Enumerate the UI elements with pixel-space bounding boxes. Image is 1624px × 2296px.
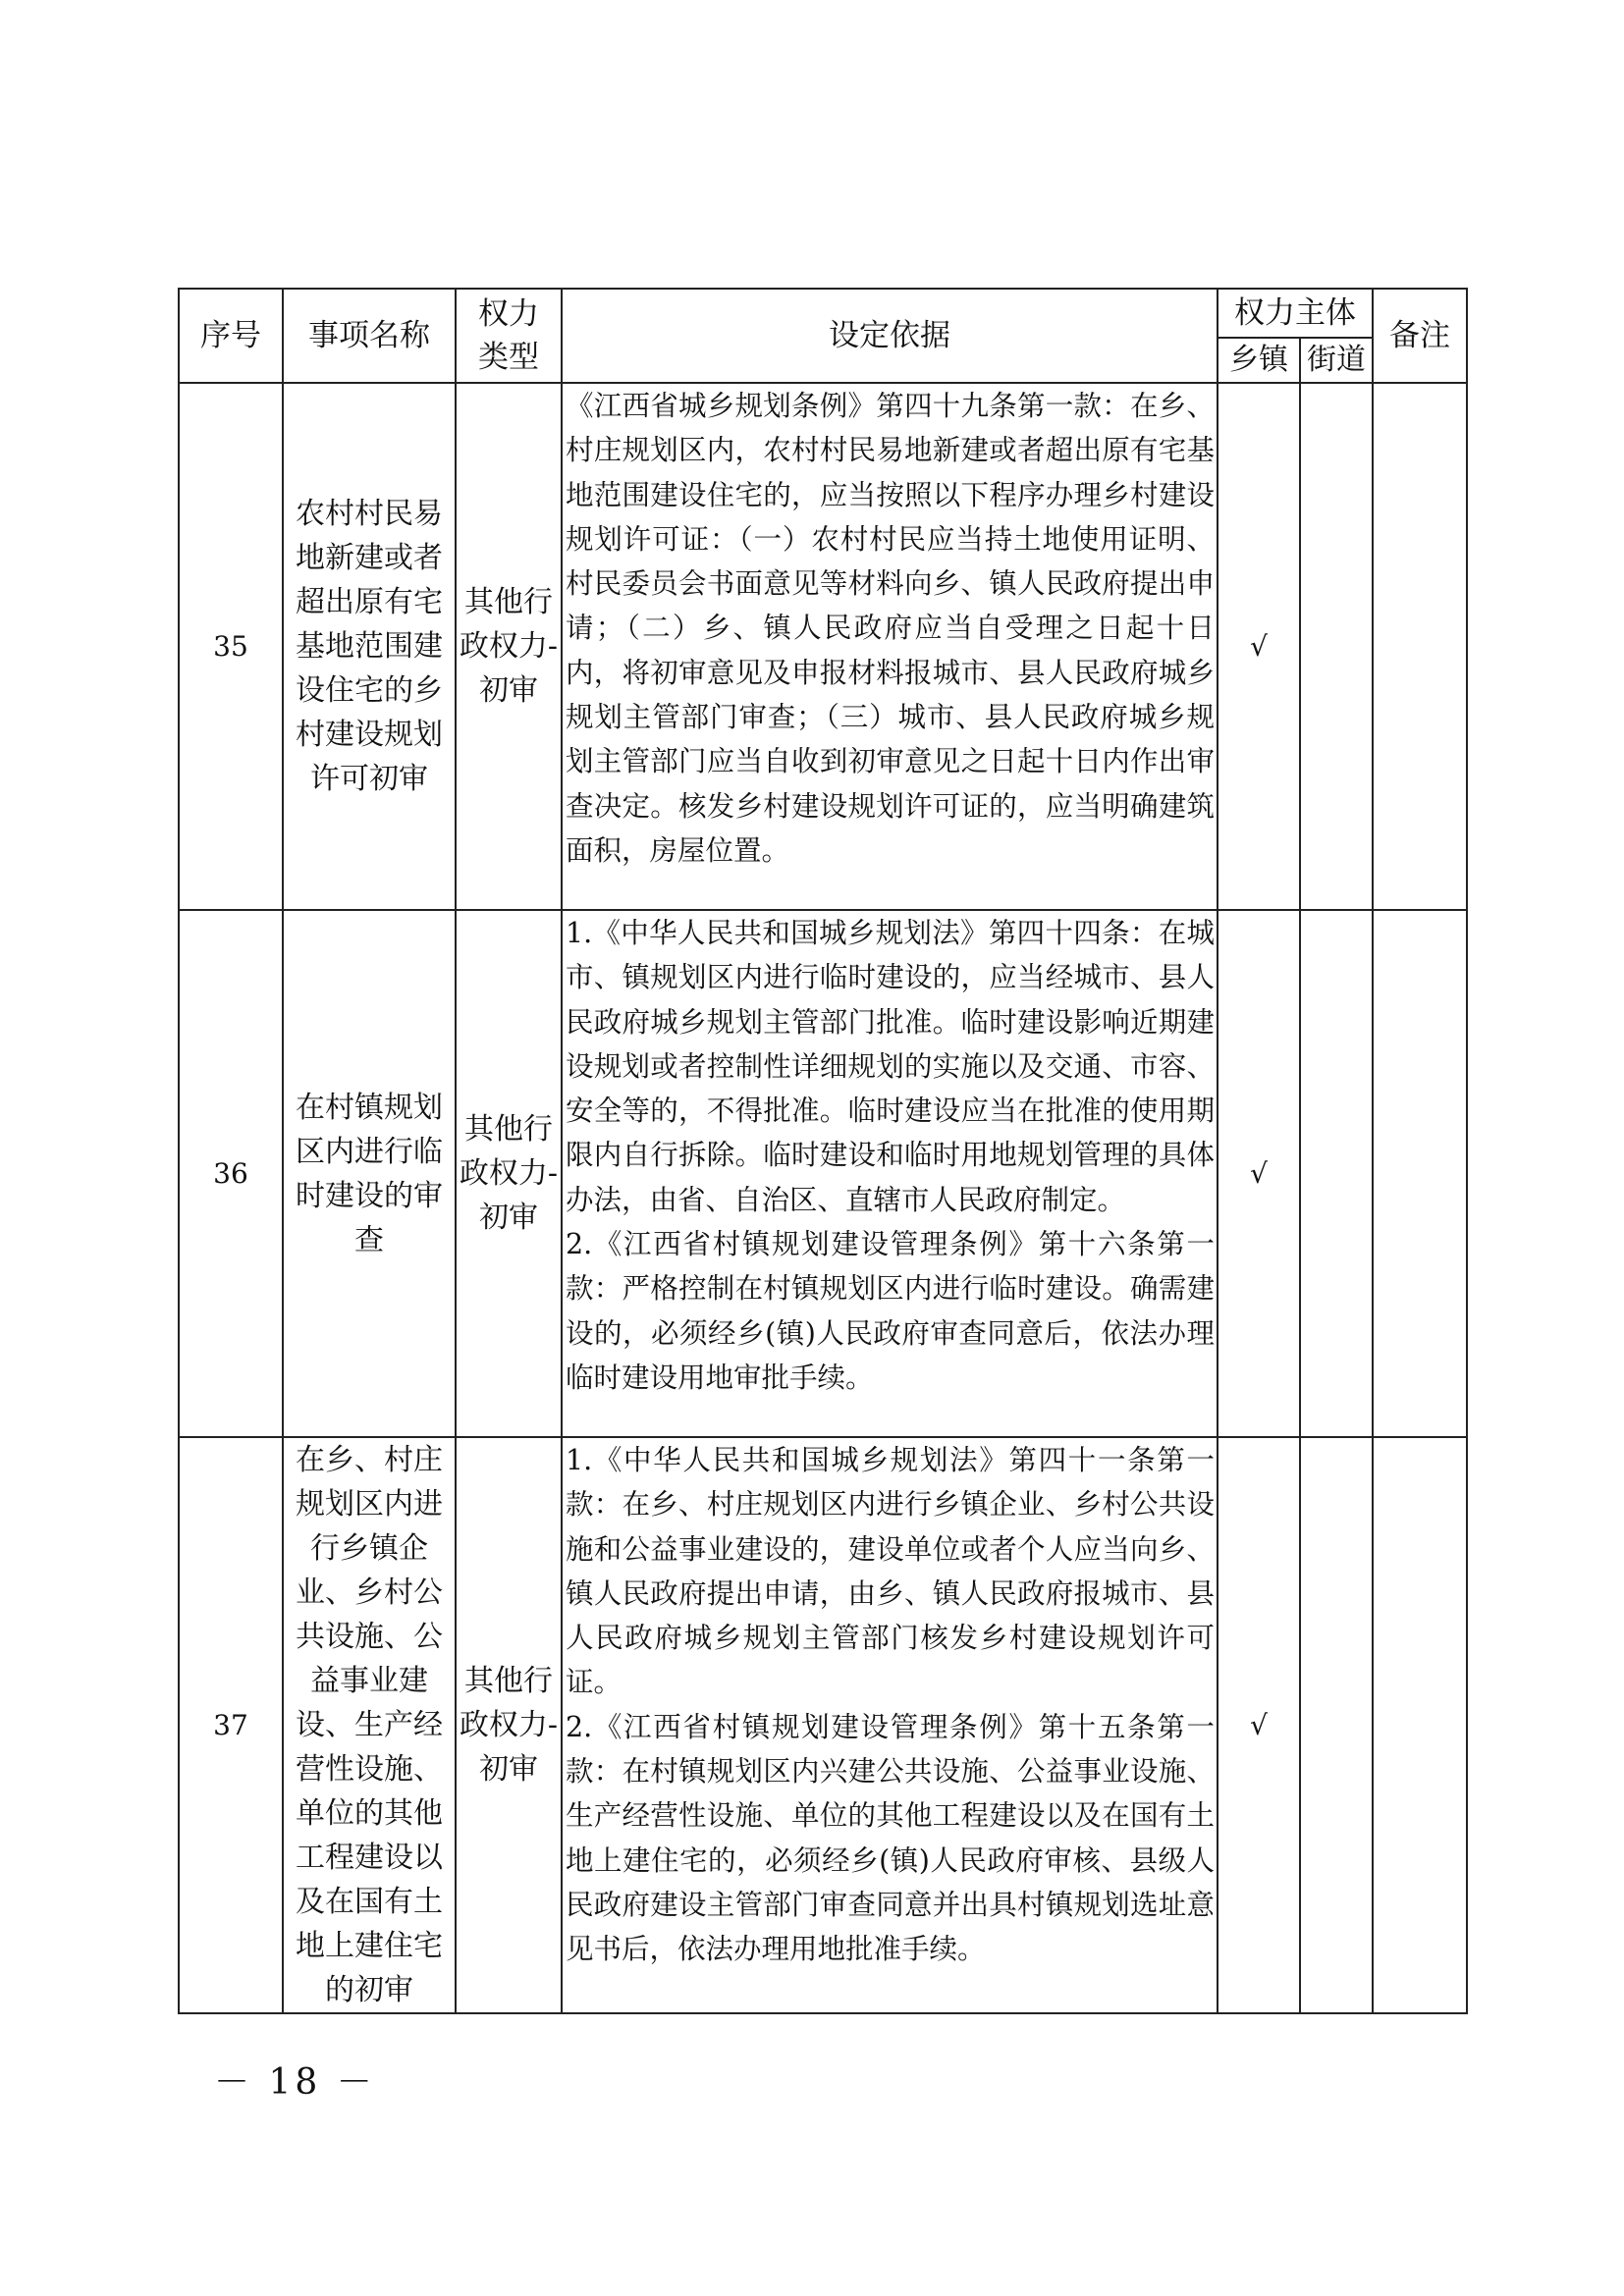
row-basis	[562, 383, 1218, 910]
row-township-check: √	[1218, 910, 1300, 1437]
basis-paragraph: 1.《中华人民共和国城乡规划法》第四十四条：在城市、镇规划区内进行临时建设的，应当经城市、县人民政府城乡规划主管部门批准。临时建设影响近期建设规划或者控制性详细规划的实施以及交通、市容、安全等的，不得批准。临时建设应当在批准的使用期限内自行拆除。临时建设和临时用地规划管理的具体办法，由省、自治区、直辖市人民政府制定。	[566, 917, 1215, 1216]
header-remarks: 备注	[1373, 289, 1467, 383]
row-subdistrict	[1300, 910, 1373, 1437]
row-seq: 35	[179, 383, 283, 910]
row-remarks	[1373, 910, 1467, 1437]
basis-paragraph: 1.《中华人民共和国城乡规划法》第四十一条第一款：在乡、村庄规划区内进行乡镇企业、乡村公共设施和公益事业建设的，建设单位或者个人应当向乡、镇人民政府提出申请，由乡、镇人民政府报城市、县人民政府城乡规划主管部门核发乡村建设规划许可证。	[566, 1444, 1215, 1699]
row-item-name: 在乡、村庄规划区内进行乡镇企业、乡村公共设施、公益事业建设、生产经营性设施、单位的其他工程建设以及在国有土地上建住宅的初审	[283, 1437, 456, 2013]
basis-paragraph: 2.《江西省村镇规划建设管理条例》第十五条第一款：在村镇规划区内兴建公共设施、公益事业设施、生产经营性设施、单位的其他工程建设以及在国有土地上建住宅的，必须经乡(镇)人民政府审核、县级人民政府建设主管部门审查同意并出具村镇规划选址意见书后，依法办理用地批准手续。	[566, 1710, 1215, 1966]
table-row	[179, 383, 1467, 910]
basis-paragraph: 2.《江西省村镇规划建设管理条例》第十六条第一款：严格控制在村镇规划区内进行临时建设。确需建设的，必须经乡(镇)人民政府审查同意后，依法办理临时建设用地审批手续。	[566, 1228, 1215, 1394]
row-item-name: 农村村民易地新建或者超出原有宅基地范围建设住宅的乡村建设规划许可初审	[283, 383, 456, 910]
row-township-check: √	[1218, 383, 1300, 910]
row-power-type: 其他行政权力-初审	[456, 1437, 562, 2013]
basis-paragraph: 《江西省城乡规划条例》第四十九条第一款：在乡、村庄规划区内，农村村民易地新建或者超出原有宅基地范围建设住宅的，应当按照以下程序办理乡村建设规划许可证：（一）农村村民应当持土地使用证明、村民委员会书面意见等材料向乡、镇人民政府提出申请；（二）乡、镇人民政府应当自受理之日起十日内，将初审意见及申报材料报城市、县人民政府城乡规划主管部门审查；（三）城市、县人民政府城乡规划主管部门应当自收到初审意见之日起十日内作出审查决定。核发乡村建设规划许可证的，应当明确建筑面积，房屋位置。	[566, 390, 1215, 867]
row-item-name: 在村镇规划区内进行临时建设的审查	[283, 910, 456, 1437]
row-remarks	[1373, 383, 1467, 910]
row-basis	[562, 1437, 1218, 2013]
header-basis: 设定依据	[562, 289, 1218, 383]
header-seq: 序号	[179, 289, 283, 383]
row-subdistrict	[1300, 383, 1373, 910]
row-seq: 37	[179, 1437, 283, 2013]
row-township-check: √	[1218, 1437, 1300, 2013]
header-power-type: 权力类型	[456, 289, 562, 383]
row-seq: 36	[179, 910, 283, 1437]
row-basis	[562, 910, 1218, 1437]
page-number: － 18 －	[214, 2062, 376, 2103]
header-township: 乡镇	[1218, 338, 1300, 383]
table-row	[179, 910, 1467, 1437]
header-subdistrict: 街道	[1300, 338, 1373, 383]
row-power-type: 其他行政权力-初审	[456, 910, 562, 1437]
row-power-type: 其他行政权力-初审	[456, 383, 562, 910]
header-power-subject: 权力主体	[1218, 289, 1373, 338]
row-remarks	[1373, 1437, 1467, 2013]
header-item-name: 事项名称	[283, 289, 456, 383]
power-list-table	[178, 288, 1468, 2014]
row-subdistrict	[1300, 1437, 1373, 2013]
table-row	[179, 1437, 1467, 2013]
